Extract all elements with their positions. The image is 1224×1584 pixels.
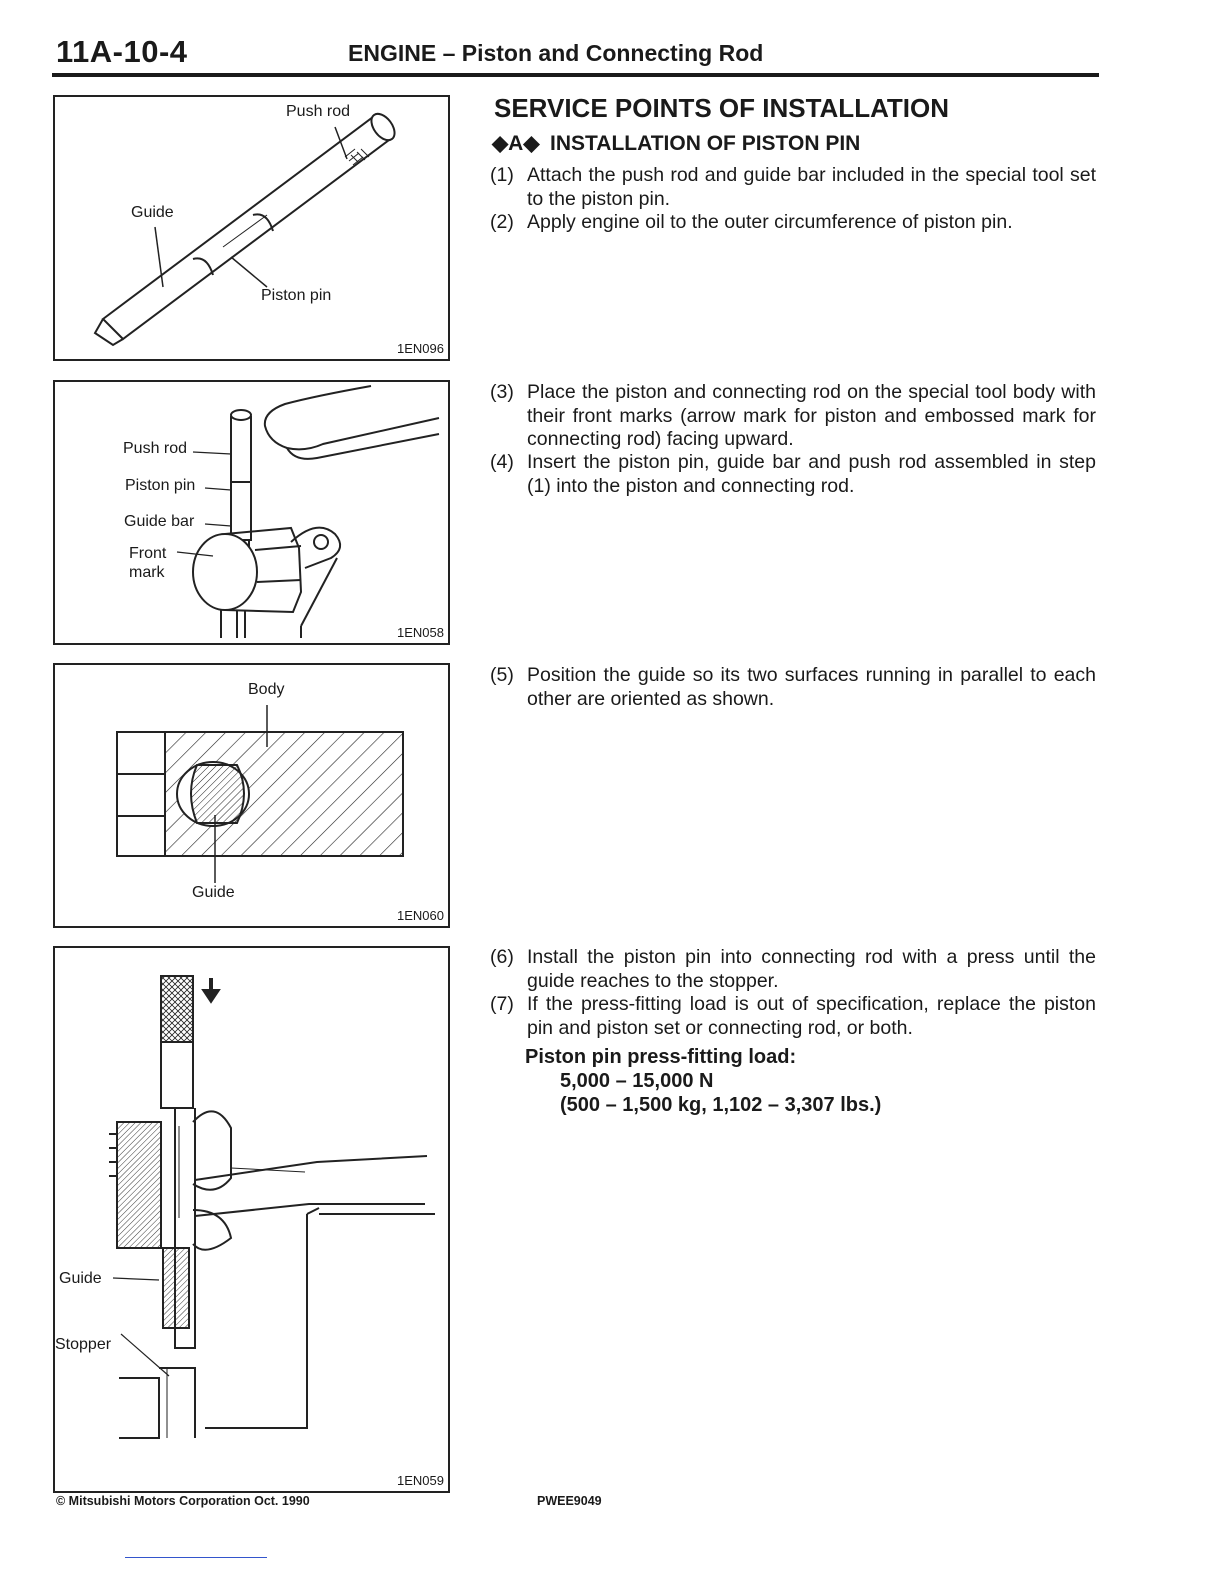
step-7: (7) If the press-fitting load is out of specification, replace the piston pin and piston set or connecting rod, or both. <box>490 993 1096 1039</box>
label-push-rod: Push rod <box>123 440 188 457</box>
footer-doc-code: PWEE9049 <box>537 1494 602 1508</box>
spec-label: Piston pin press-fitting load: <box>525 1046 797 1068</box>
figure-push-rod-assembly <box>53 95 450 361</box>
label-piston-pin: Piston pin <box>261 287 332 304</box>
step-1: (1) Attach the push rod and guide bar included in the special tool set to the piston pin. <box>490 164 1096 210</box>
insert-pin-drawing <box>55 382 448 643</box>
label-push-rod: Push rod <box>286 103 351 120</box>
section-title: SERVICE POINTS OF INSTALLATION <box>494 93 950 123</box>
figure-code: 1EN058 <box>397 625 444 640</box>
step-5: (5) Position the guide so its two surfaces running in parallel to each other are oriented as shown. <box>490 664 1096 710</box>
page-number: 11A-10-4 <box>56 34 188 69</box>
page-title: ENGINE – Piston and Connecting Rod <box>348 40 764 66</box>
step-3: (3) Place the piston and connecting rod on the special tool body with their front marks (arrow mark for piston and embossed mark for connecting rod) facing upward. <box>490 381 1096 450</box>
figure-code: 1EN096 <box>397 341 444 356</box>
figure-code: 1EN059 <box>397 1473 444 1488</box>
label-stopper: Stopper <box>55 1336 112 1353</box>
guide-orientation-drawing <box>55 665 448 926</box>
footer-copyright: © Mitsubishi Motors Corporation Oct. 1990 <box>56 1494 310 1508</box>
label-guide: Guide <box>192 884 235 901</box>
step-6: (6) Install the piston pin into connecting rod with a press until the guide reaches to the stopper. <box>490 946 1096 992</box>
label-guide: Guide <box>59 1270 102 1287</box>
spec-alt-value: (500 – 1,500 kg, 1,102 – 3,307 lbs.) <box>560 1094 882 1116</box>
subsection-title-text: INSTALLATION OF PISTON PIN <box>550 132 861 155</box>
label-guide: Guide <box>131 204 174 221</box>
figure-press-install <box>53 946 450 1493</box>
header-rule <box>52 73 1099 77</box>
figure-insert-pin <box>53 380 450 645</box>
label-piston-pin: Piston pin <box>125 477 196 494</box>
step-2: (2) Apply engine oil to the outer circumference of piston pin. <box>490 211 1013 233</box>
service-point-letter: A <box>508 132 524 155</box>
footer-link-underline <box>125 1557 267 1558</box>
label-body: Body <box>248 681 285 698</box>
service-point-mark-icon: ◆A◆ <box>492 132 540 155</box>
figure-code: 1EN060 <box>397 908 444 923</box>
push-rod-assembly-drawing <box>55 97 448 359</box>
subsection-title <box>492 131 860 156</box>
spec-value: 5,000 – 15,000 N <box>560 1070 714 1092</box>
label-front-mark: Front mark <box>129 545 167 581</box>
label-guide-bar: Guide bar <box>124 513 195 530</box>
press-install-drawing <box>55 948 448 1491</box>
figure-guide-orientation <box>53 663 450 928</box>
step-4: (4) Insert the piston pin, guide bar and push rod assembled in step (1) into the piston and connecting rod. <box>490 451 1096 497</box>
